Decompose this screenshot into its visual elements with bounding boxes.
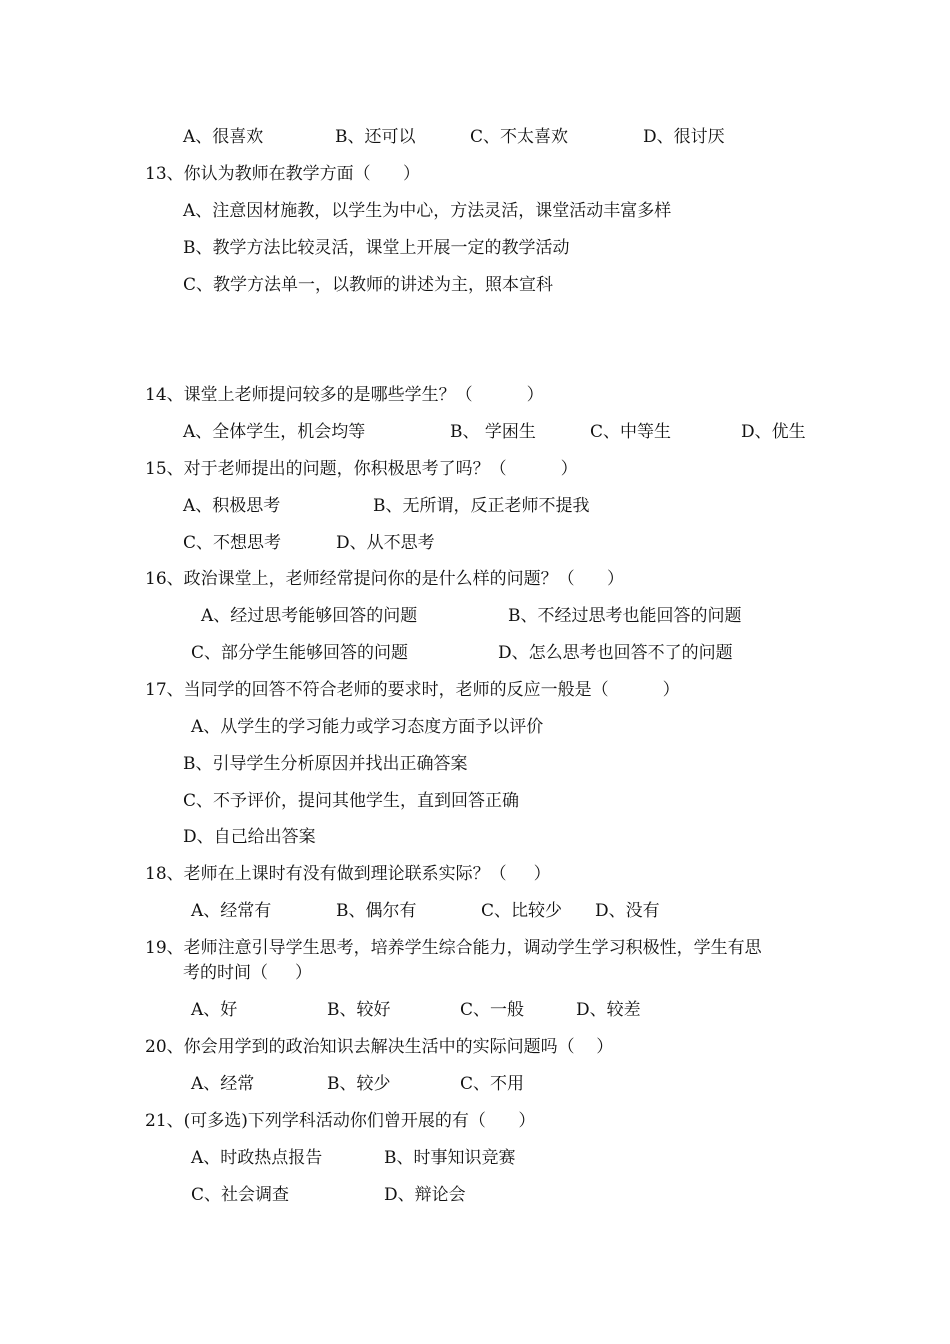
q19-option-c: C、一般 <box>460 1000 525 1020</box>
q15-option-b: B、无所谓，反正老师不提我 <box>373 496 590 516</box>
q17-option-c: C、不予评价，提问其他学生，直到回答正确 <box>183 791 520 811</box>
q16-option-b: B、不经过思考也能回答的问题 <box>508 606 742 626</box>
q14-option-d: D、优生 <box>741 422 806 442</box>
q20-option-c: C、不用 <box>460 1074 525 1094</box>
q17-option-a: A、从学生的学习能力或学习态度方面予以评价 <box>191 717 544 737</box>
q20-option-b: B、较少 <box>327 1074 391 1094</box>
q21-stem: 21、(可多选)下列学科活动你们曾开展的有（ ） <box>145 1111 536 1131</box>
q14-option-c: C、中等生 <box>590 422 672 442</box>
q18-stem: 18、老师在上课时有没有做到理论联系实际？（ ） <box>145 864 551 884</box>
q14-option-a: A、全体学生，机会均等 <box>183 422 366 442</box>
q18-option-c: C、比较少 <box>481 901 563 921</box>
q15-option-a: A、积极思考 <box>183 496 281 516</box>
q15-option-c: C、不想思考 <box>183 533 282 553</box>
q19-option-b: B、较好 <box>327 1000 391 1020</box>
q12-option-a: A、很喜欢 <box>183 127 264 147</box>
q16-stem: 16、政治课堂上，老师经常提问你的是什么样的问题？（ ） <box>145 569 625 589</box>
q21-option-c: C、社会调查 <box>191 1185 290 1205</box>
q15-option-d: D、从不思考 <box>336 533 435 553</box>
q21-option-b: B、时事知识竞赛 <box>384 1148 516 1168</box>
q15-stem: 15、对于老师提出的问题，你积极思考了吗？（ ） <box>145 459 578 479</box>
q16-option-c: C、部分学生能够回答的问题 <box>191 643 409 663</box>
q20-option-a: A、经常 <box>191 1074 255 1094</box>
q13-stem: 13、你认为教师在教学方面（ ） <box>145 164 421 184</box>
q13-option-b: B、教学方法比较灵活，课堂上开展一定的教学活动 <box>183 238 570 258</box>
q12-option-b: B、还可以 <box>335 127 416 147</box>
q16-option-d: D、怎么思考也回答不了的问题 <box>498 643 733 663</box>
q18-option-d: D、没有 <box>595 901 660 921</box>
q19-option-a: A、好 <box>191 1000 238 1020</box>
q12-option-d: D、很讨厌 <box>643 127 725 147</box>
q21-option-a: A、时政热点报告 <box>191 1148 323 1168</box>
q18-option-b: B、偶尔有 <box>336 901 417 921</box>
q17-option-d: D、自己给出答案 <box>183 827 316 847</box>
q21-option-d: D、辩论会 <box>384 1185 466 1205</box>
q14-stem: 14、课堂上老师提问较多的是哪些学生？（ ） <box>145 385 544 405</box>
q17-stem: 17、当同学的回答不符合老师的要求时，老师的反应一般是（ ） <box>145 680 680 700</box>
q19-stem-line1: 19、老师注意引导学生思考，培养学生综合能力，调动学生学习积极性，学生有思 <box>145 938 762 958</box>
q16-option-a: A、经过思考能够回答的问题 <box>201 606 418 626</box>
q19-option-d: D、较差 <box>576 1000 641 1020</box>
q13-option-a: A、注意因材施教，以学生为中心，方法灵活，课堂活动丰富多样 <box>183 201 672 221</box>
q14-option-b: B、 学困生 <box>450 422 536 442</box>
q18-option-a: A、经常有 <box>191 901 272 921</box>
q19-stem-line2: 考的时间（ ） <box>183 963 313 983</box>
q17-option-b: B、引导学生分析原因并找出正确答案 <box>183 754 468 774</box>
q13-option-c: C、教学方法单一，以教师的讲述为主，照本宣科 <box>183 275 554 295</box>
q20-stem: 20、你会用学到的政治知识去解决生活中的实际问题吗（ ） <box>145 1037 614 1057</box>
q12-option-c: C、不太喜欢 <box>470 127 569 147</box>
